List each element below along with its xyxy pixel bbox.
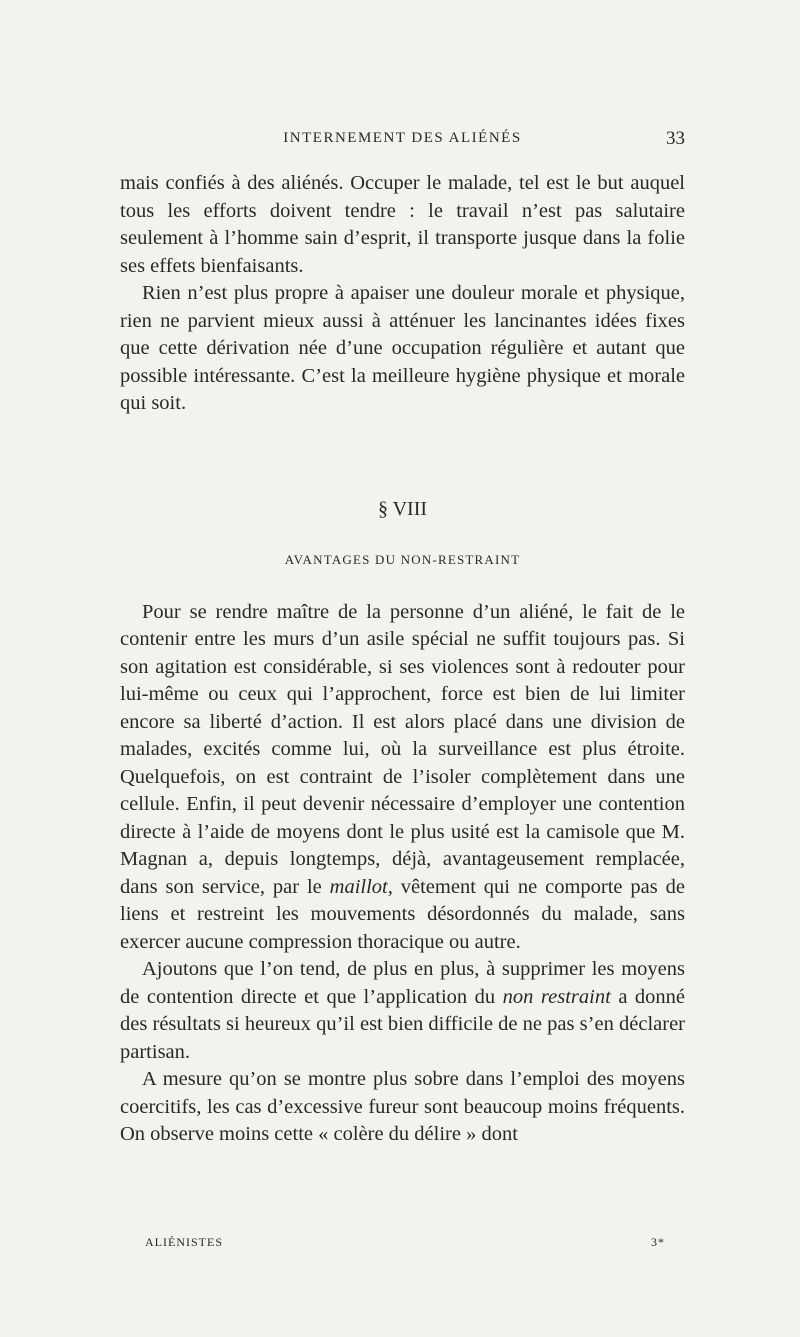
paragraph-5: A mesure qu’on se montre plus sobre dans l’emploi des moyens coercitifs, les cas d’excessive fureur sont beaucoup moins fréquents. On observe moins cette « colère du délire » dont [120, 1068, 685, 1145]
paragraph-2: Rien n’est plus propre à apaiser une douleur morale et physique, rien ne parvient mieux aussi à atténuer les lancinantes idées fixes que cette dérivation née d’une occupation régulière et autant que possible intéressante. C’est la meilleure hygiène physique et morale qui soit. [120, 282, 685, 414]
paragraph-1: mais confiés à des aliénés. Occuper le malade, tel est le but auquel tous les efforts doivent tendre : le travail n’est pas salutaire seulement à l’homme sain d’esprit, il transporte jusque dans la folie ses effets bienfaisants. [120, 172, 685, 277]
section-heading: § VIII [377, 497, 428, 520]
page-number: 33 [666, 128, 685, 149]
paragraph-3-end: vêtement qui ne comporte pas de liens et restreint les mouvements désordonnés du malade, sans exercer aucune compression thoracique ou autre. [120, 875, 685, 953]
page-footer [145, 1235, 665, 1255]
paragraph-3-italic: maillot, [329, 875, 393, 898]
running-title: INTERNEMENT DES ALIÉNÉS [283, 130, 522, 146]
signature-mark: 3* [651, 1235, 665, 1249]
running-header [120, 130, 685, 154]
body-text [120, 170, 685, 1149]
paragraph-3-text: Pour se rendre maître de la personne d’un aliéné, le fait de le contenir entre les murs d’un asile spécial ne suffit toujours pas. Si son agitation est considérable, si ses violences sont à redouter pour lui-même ou ceux qui l’approchent, force est bien de lui limiter encore sa liberté d’action. Il est alors placé dans une division de malades, excités comme lui, où la surveillance est plus étroite. Quelquefois, on est contraint de l’isoler complètement dans une cellule. Enfin, il peut devenir nécessaire d’employer une contention directe à l’aide de moyens dont le plus usité est la camisole que M. Magnan a, depuis longtemps, déjà, avantageusement remplacée, dans son service, par le [120, 600, 685, 898]
paragraph-4-italic: non restraint [502, 985, 611, 1008]
paragraph-4-end: a donné des résultats si heureux qu’il est bien difficile de ne pas s’en déclarer partisan. [120, 985, 686, 1063]
section-subtitle: AVANTAGES DU NON-RESTRAINT [284, 551, 521, 567]
paragraph-4 [120, 956, 685, 1066]
paragraph-4-start: Ajoutons que l’on tend, de plus en plus, à supprimer les moyens de contention directe et que l’application du [120, 958, 685, 1008]
paragraph-3 [120, 599, 685, 957]
signature-label: ALIÉNISTES [145, 1235, 223, 1249]
